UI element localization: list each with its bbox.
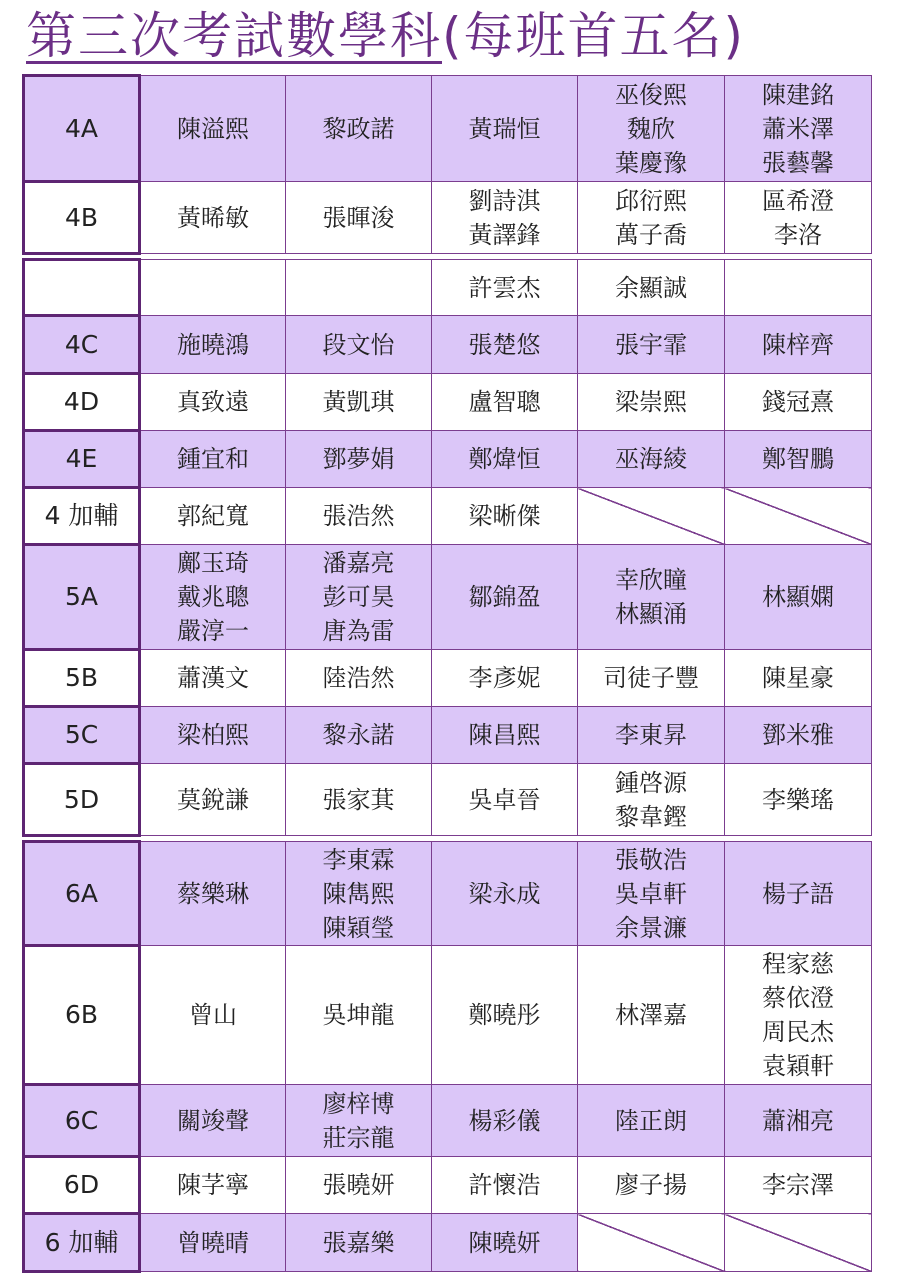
rank-2-cell bbox=[286, 545, 432, 650]
rank-2-cell bbox=[286, 946, 432, 1085]
rank-1-cell bbox=[140, 76, 286, 182]
rank-5-cell bbox=[725, 946, 872, 1085]
student-name: 黃譯鋒 bbox=[468, 220, 541, 249]
rank-1-cell bbox=[140, 764, 286, 836]
class-label: 4E bbox=[24, 431, 140, 488]
class-label: 6A bbox=[24, 842, 140, 946]
rank-4-cell bbox=[578, 316, 725, 374]
student-name: 張宇霏 bbox=[615, 330, 687, 359]
student-name: 陳曉妍 bbox=[468, 1228, 541, 1257]
student-name: 鄺玉琦 bbox=[177, 549, 249, 577]
student-name: 陳溢熙 bbox=[177, 114, 249, 143]
rank-3-cell bbox=[432, 1157, 578, 1214]
student-name: 司徒子豐 bbox=[603, 664, 699, 692]
table-row bbox=[24, 431, 872, 488]
student-name: 嚴淳一 bbox=[177, 617, 249, 645]
class-label: 6C bbox=[24, 1085, 140, 1157]
rank-5-cell bbox=[725, 1157, 872, 1214]
rank-3-cell bbox=[432, 707, 578, 764]
rank-2-cell bbox=[286, 316, 432, 374]
student-name: 陳梓齊 bbox=[762, 330, 834, 359]
student-name: 陸浩然 bbox=[322, 664, 395, 692]
student-name: 魏欣 bbox=[627, 114, 675, 143]
student-name: 吳坤龍 bbox=[322, 1001, 395, 1029]
table-row bbox=[24, 946, 872, 1085]
rank-5-cell bbox=[725, 182, 872, 254]
rank-4-cell bbox=[578, 707, 725, 764]
class-label: 4 加輔 bbox=[24, 488, 140, 545]
student-name: 張家萁 bbox=[322, 785, 395, 814]
student-name: 錢冠熹 bbox=[762, 388, 834, 416]
student-name: 巫海綾 bbox=[615, 445, 687, 473]
rank-1-cell bbox=[140, 1085, 286, 1157]
class-label: 4D bbox=[24, 374, 140, 431]
rank-4-cell bbox=[578, 545, 725, 650]
rank-5-cell bbox=[725, 650, 872, 707]
class-label: 6 加輔 bbox=[24, 1214, 140, 1272]
student-name: 葉慶豫 bbox=[615, 148, 687, 177]
rank-3-cell bbox=[432, 545, 578, 650]
rank-2-cell bbox=[286, 260, 432, 316]
rank-5-cell bbox=[725, 545, 872, 650]
class-label: 4C bbox=[24, 316, 140, 374]
class-label bbox=[24, 260, 140, 316]
table-row bbox=[24, 316, 872, 374]
student-name: 許懷浩 bbox=[468, 1171, 541, 1199]
rank-1-cell bbox=[140, 842, 286, 946]
student-name: 區希澄 bbox=[762, 186, 834, 215]
empty-slot-crossed bbox=[578, 1214, 725, 1272]
rank-5-cell bbox=[725, 707, 872, 764]
student-name: 李洛 bbox=[774, 220, 822, 249]
student-name: 陳星豪 bbox=[762, 664, 834, 692]
rank-3-cell bbox=[432, 76, 578, 182]
student-name: 梁永成 bbox=[468, 879, 541, 908]
table-row bbox=[24, 374, 872, 431]
student-name: 陳昌熙 bbox=[468, 721, 541, 749]
rank-1-cell bbox=[140, 488, 286, 545]
student-name: 蕭米澤 bbox=[762, 114, 834, 143]
table-row bbox=[24, 260, 872, 316]
rank-5-cell bbox=[725, 1085, 872, 1157]
student-name: 林顯涌 bbox=[615, 600, 687, 628]
student-name: 梁柏熙 bbox=[177, 721, 249, 749]
rank-2-cell bbox=[286, 650, 432, 707]
student-name: 余景濂 bbox=[615, 913, 687, 942]
rank-5-cell bbox=[725, 260, 872, 316]
rank-2-cell bbox=[286, 764, 432, 836]
rank-5-cell bbox=[725, 431, 872, 488]
student-name: 施曉鴻 bbox=[177, 330, 249, 359]
class-label: 5D bbox=[24, 764, 140, 836]
student-name: 蔡依澄 bbox=[762, 984, 834, 1012]
class-label: 5A bbox=[24, 545, 140, 650]
student-name: 黃瑞恒 bbox=[468, 114, 541, 143]
student-name: 郭紀寬 bbox=[177, 502, 249, 530]
student-name: 李彥妮 bbox=[468, 664, 541, 692]
rank-4-cell bbox=[578, 1085, 725, 1157]
student-name: 陳芓寧 bbox=[177, 1171, 249, 1199]
student-name: 許雲杰 bbox=[468, 273, 541, 302]
page-title bbox=[26, 4, 745, 68]
rank-2-cell bbox=[286, 431, 432, 488]
student-name: 鍾宜和 bbox=[177, 445, 249, 473]
empty-slot-crossed bbox=[725, 488, 872, 545]
class-label: 4A bbox=[24, 76, 140, 182]
table-row bbox=[24, 1214, 872, 1272]
student-name: 蕭漢文 bbox=[177, 664, 249, 692]
rank-1-cell bbox=[140, 374, 286, 431]
student-name: 吳卓晉 bbox=[468, 785, 541, 814]
class-label: 6D bbox=[24, 1157, 140, 1214]
student-name: 劉詩淇 bbox=[468, 186, 541, 215]
rank-4-cell bbox=[578, 431, 725, 488]
rank-4-cell bbox=[578, 764, 725, 836]
student-name: 戴兆聰 bbox=[177, 583, 249, 611]
rank-3-cell bbox=[432, 650, 578, 707]
class-label: 5C bbox=[24, 707, 140, 764]
student-name: 楊彩儀 bbox=[468, 1106, 541, 1135]
table-row bbox=[24, 650, 872, 707]
student-name: 張暉浚 bbox=[322, 203, 395, 232]
student-name: 李樂瑤 bbox=[762, 785, 834, 814]
rank-4-cell bbox=[578, 76, 725, 182]
student-name: 唐為雷 bbox=[322, 617, 395, 645]
student-name: 周民杰 bbox=[762, 1018, 834, 1046]
student-name: 莫銳謙 bbox=[177, 785, 249, 814]
student-name: 莊宗龍 bbox=[322, 1123, 395, 1152]
student-name: 邱衍熙 bbox=[615, 186, 687, 215]
student-name: 吳卓軒 bbox=[615, 879, 687, 908]
student-name: 黎韋鏗 bbox=[615, 802, 687, 831]
class-label: 6B bbox=[24, 946, 140, 1085]
rank-4-cell bbox=[578, 1157, 725, 1214]
empty-slot-crossed bbox=[725, 1214, 872, 1272]
rank-1-cell bbox=[140, 1214, 286, 1272]
class-label: 4B bbox=[24, 182, 140, 254]
student-name: 段文怡 bbox=[322, 330, 395, 359]
student-name: 廖梓博 bbox=[322, 1089, 395, 1118]
student-name: 余顯誠 bbox=[615, 273, 687, 302]
student-name: 鄭曉彤 bbox=[468, 1001, 541, 1029]
rank-1-cell bbox=[140, 316, 286, 374]
rank-2-cell bbox=[286, 1214, 432, 1272]
student-name: 鄭煒恒 bbox=[468, 445, 541, 473]
rank-4-cell bbox=[578, 260, 725, 316]
rank-3-cell bbox=[432, 946, 578, 1085]
student-name: 梁崇熙 bbox=[615, 388, 687, 416]
table-row bbox=[24, 707, 872, 764]
rank-1-cell bbox=[140, 1157, 286, 1214]
student-name: 張楚悠 bbox=[468, 330, 541, 359]
student-name: 彭可昊 bbox=[322, 583, 395, 611]
student-name: 黃晞敏 bbox=[177, 203, 249, 232]
rank-2-cell bbox=[286, 76, 432, 182]
rank-3-cell bbox=[432, 488, 578, 545]
student-name: 萬子喬 bbox=[615, 220, 687, 249]
student-name: 蕭湘亮 bbox=[762, 1106, 834, 1135]
table-row bbox=[24, 488, 872, 545]
student-name: 曾山 bbox=[189, 1001, 237, 1029]
student-name: 鄧米雅 bbox=[762, 721, 834, 749]
rank-2-cell bbox=[286, 488, 432, 545]
student-name: 黎政諾 bbox=[322, 114, 395, 143]
student-name: 李宗澤 bbox=[762, 1171, 834, 1199]
student-name: 陸正朗 bbox=[615, 1106, 687, 1135]
rank-3-cell bbox=[432, 316, 578, 374]
table-row bbox=[24, 842, 872, 946]
table-row bbox=[24, 1157, 872, 1214]
student-name: 程家慈 bbox=[762, 950, 834, 978]
student-name: 楊子語 bbox=[762, 879, 834, 908]
student-name: 蔡樂琳 bbox=[177, 879, 249, 908]
table-row bbox=[24, 764, 872, 836]
student-name: 幸欣瞳 bbox=[615, 566, 687, 594]
student-name: 袁穎軒 bbox=[762, 1052, 834, 1080]
rank-3-cell bbox=[432, 182, 578, 254]
rank-4-cell bbox=[578, 374, 725, 431]
rank-1-cell bbox=[140, 650, 286, 707]
rank-1-cell bbox=[140, 946, 286, 1085]
rank-5-cell bbox=[725, 316, 872, 374]
student-name: 鄒錦盈 bbox=[468, 583, 541, 611]
rank-3-cell bbox=[432, 842, 578, 946]
student-name: 林顯嫻 bbox=[762, 583, 834, 611]
student-name: 廖子揚 bbox=[615, 1171, 687, 1199]
ranking-table bbox=[22, 74, 872, 1273]
rank-1-cell bbox=[140, 707, 286, 764]
rank-1-cell bbox=[140, 545, 286, 650]
rank-5-cell bbox=[725, 76, 872, 182]
rank-4-cell bbox=[578, 842, 725, 946]
rank-5-cell bbox=[725, 764, 872, 836]
ranking-table-wrapper bbox=[22, 74, 870, 1273]
rank-4-cell bbox=[578, 946, 725, 1085]
rank-3-cell bbox=[432, 260, 578, 316]
rank-3-cell bbox=[432, 1085, 578, 1157]
rank-2-cell bbox=[286, 182, 432, 254]
student-name: 黃凱琪 bbox=[322, 388, 395, 416]
student-name: 張敬浩 bbox=[615, 845, 687, 874]
class-label: 5B bbox=[24, 650, 140, 707]
rank-1-cell bbox=[140, 431, 286, 488]
rank-5-cell bbox=[725, 374, 872, 431]
title-suffix: (每班首五名) bbox=[442, 7, 746, 65]
rank-1-cell bbox=[140, 260, 286, 316]
student-name: 林澤嘉 bbox=[615, 1001, 687, 1029]
student-name: 真致遠 bbox=[177, 388, 249, 416]
student-name: 李東霖 bbox=[322, 845, 395, 874]
student-name: 李東昇 bbox=[615, 721, 687, 749]
rank-3-cell bbox=[432, 431, 578, 488]
rank-2-cell bbox=[286, 1157, 432, 1214]
student-name: 曾曉晴 bbox=[177, 1228, 249, 1257]
student-name: 盧智聰 bbox=[468, 388, 541, 416]
table-row bbox=[24, 182, 872, 254]
student-name: 陳建銘 bbox=[762, 80, 834, 109]
rank-4-cell bbox=[578, 650, 725, 707]
rank-2-cell bbox=[286, 374, 432, 431]
rank-2-cell bbox=[286, 842, 432, 946]
student-name: 張浩然 bbox=[322, 502, 395, 530]
rank-5-cell bbox=[725, 842, 872, 946]
table-row bbox=[24, 76, 872, 182]
table-row bbox=[24, 1085, 872, 1157]
rank-4-cell bbox=[578, 182, 725, 254]
student-name: 潘嘉亮 bbox=[322, 549, 395, 577]
student-name: 鍾啓源 bbox=[615, 768, 687, 797]
student-name: 陳穎瑩 bbox=[322, 913, 395, 942]
student-name: 張藝馨 bbox=[762, 148, 834, 177]
student-name: 張曉妍 bbox=[322, 1171, 395, 1199]
student-name: 張嘉樂 bbox=[322, 1228, 395, 1257]
student-name: 關竣聲 bbox=[177, 1106, 249, 1135]
rank-2-cell bbox=[286, 1085, 432, 1157]
student-name: 鄧夢娟 bbox=[322, 445, 395, 473]
rank-3-cell bbox=[432, 1214, 578, 1272]
student-name: 梁晰傑 bbox=[468, 502, 541, 530]
student-name: 鄭智鵬 bbox=[762, 445, 834, 473]
rank-1-cell bbox=[140, 182, 286, 254]
empty-slot-crossed bbox=[578, 488, 725, 545]
rank-2-cell bbox=[286, 707, 432, 764]
student-name: 陳雋熙 bbox=[322, 879, 395, 908]
rank-3-cell bbox=[432, 764, 578, 836]
student-name: 巫俊熙 bbox=[615, 80, 687, 109]
rank-3-cell bbox=[432, 374, 578, 431]
title-main: 第三次考試數學科 bbox=[26, 7, 442, 65]
table-row bbox=[24, 545, 872, 650]
student-name: 黎永諾 bbox=[322, 721, 395, 749]
